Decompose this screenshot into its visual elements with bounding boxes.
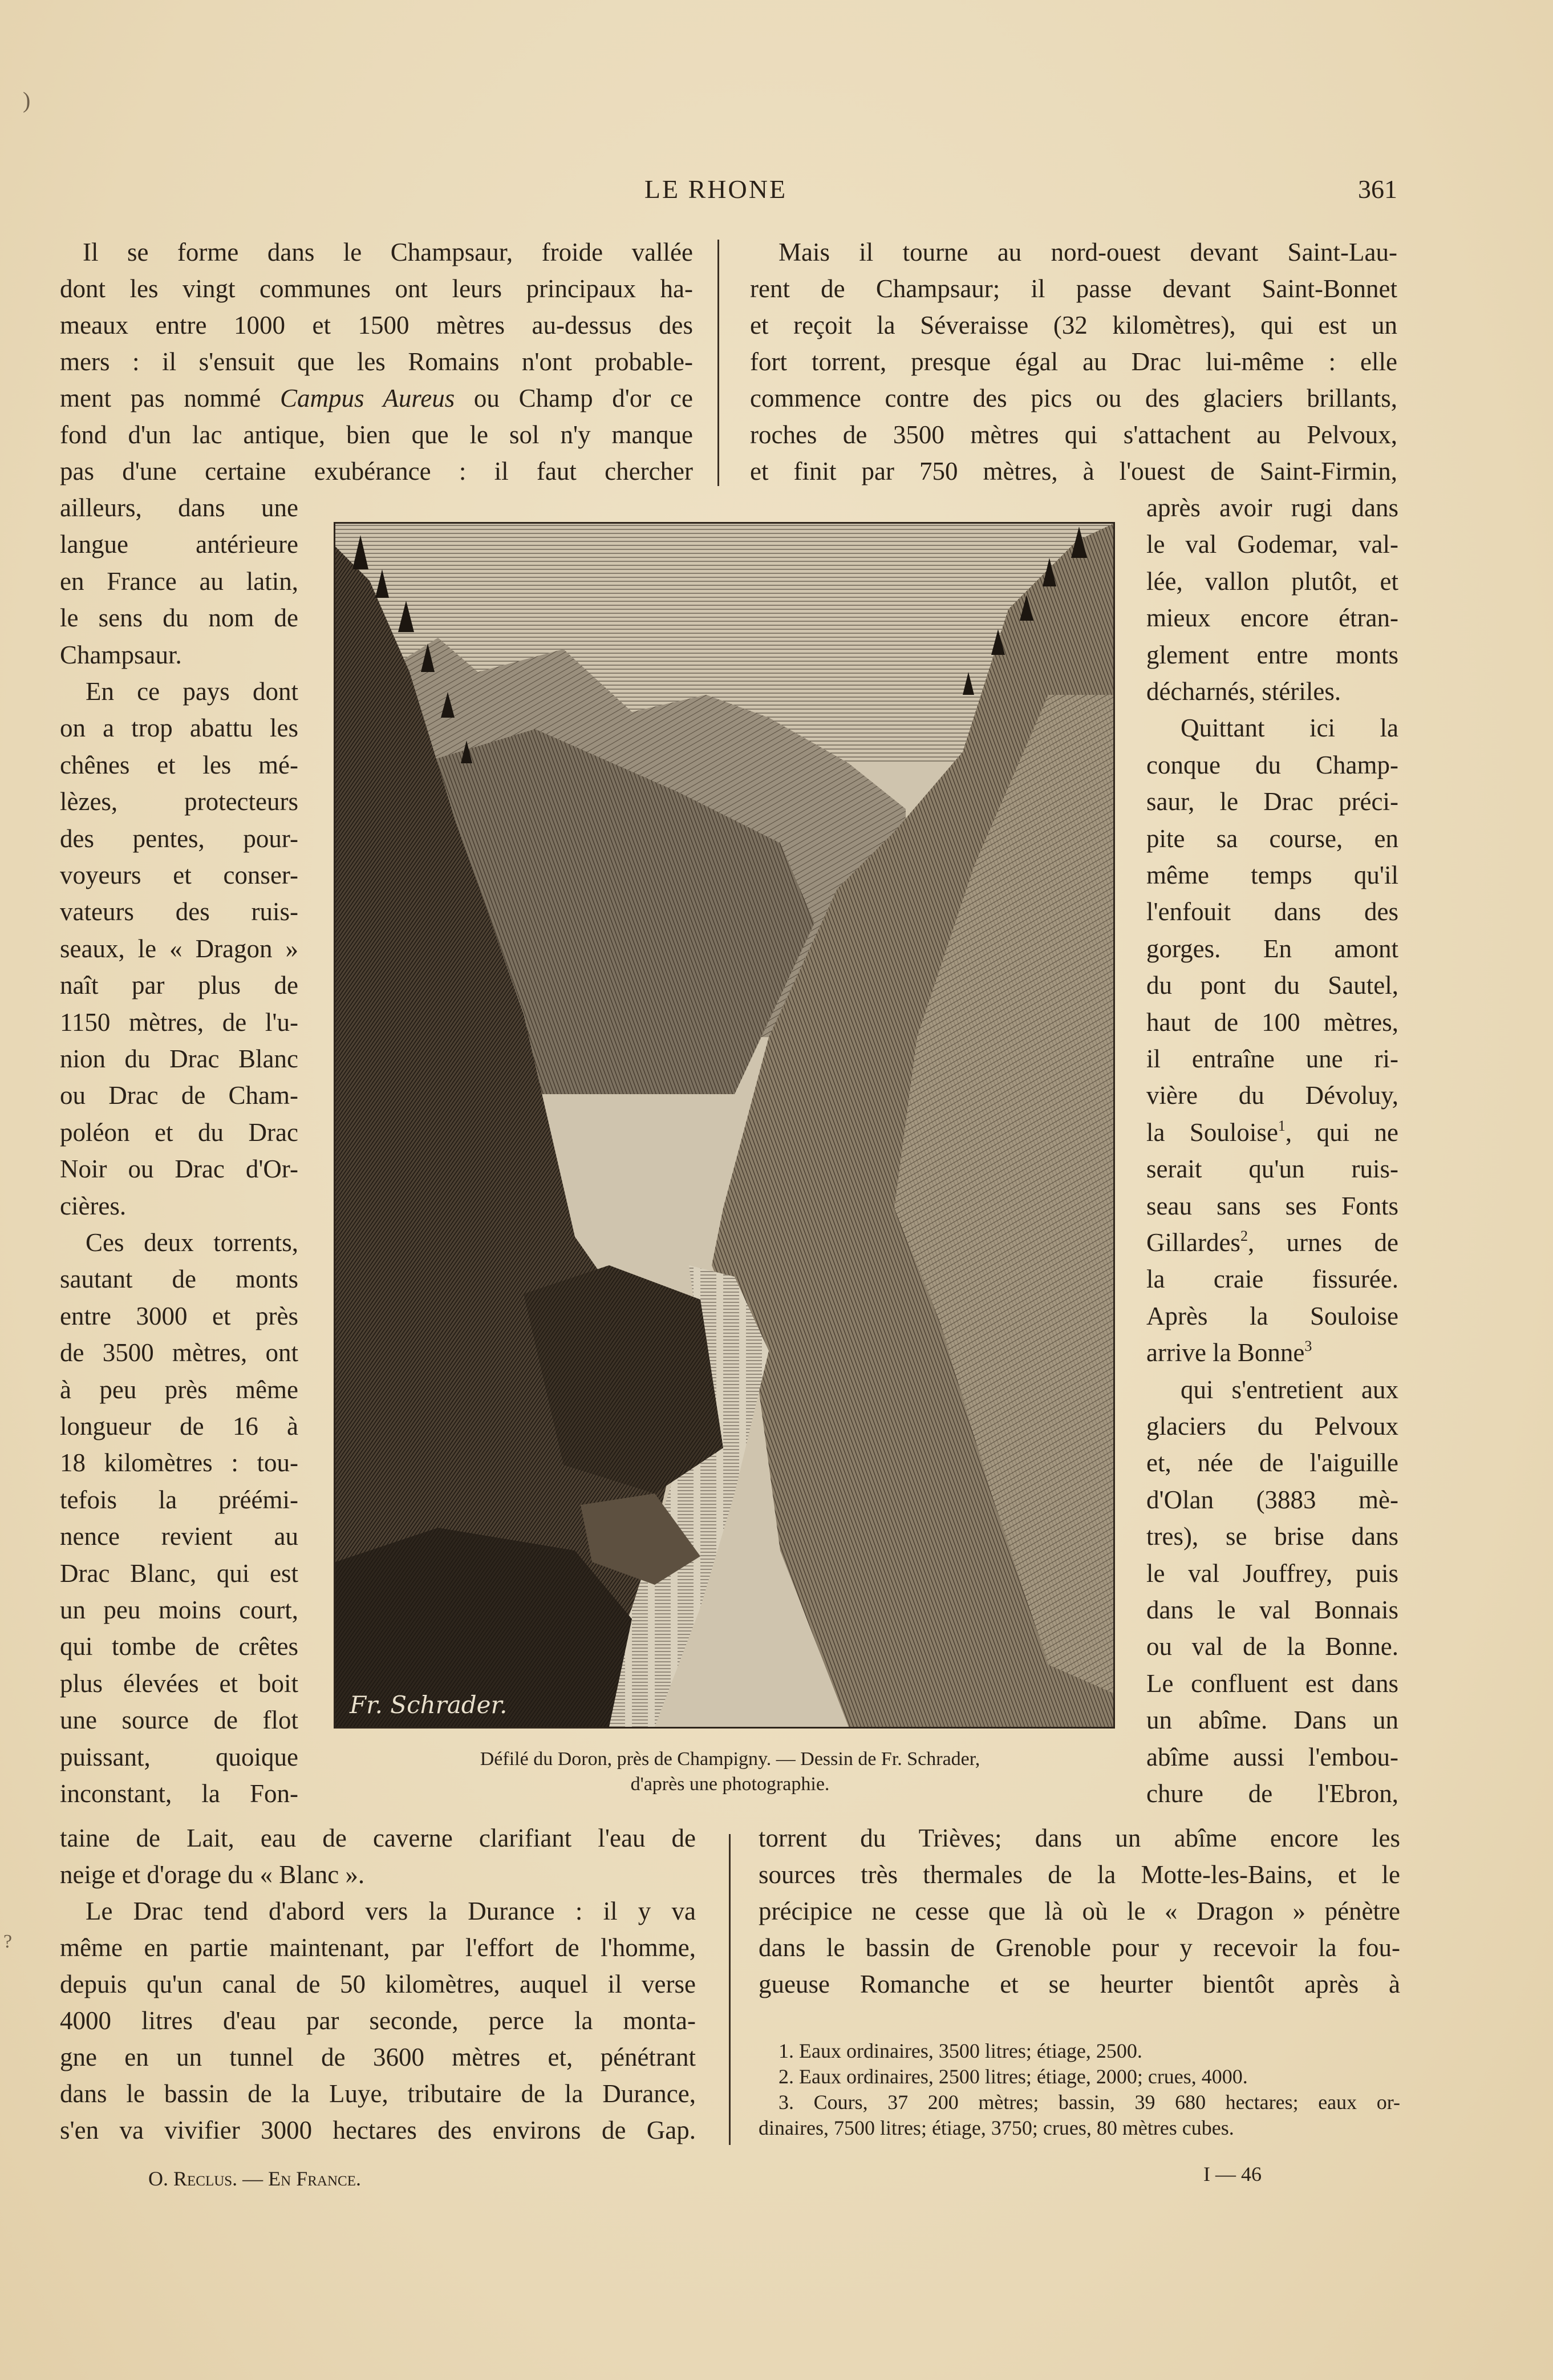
text-run: abîme aussi l'embou-	[1146, 1742, 1398, 1771]
footer-signature-mark: I — 46	[1203, 2163, 1262, 2185]
text-line: qui tombe de crêtes	[60, 1632, 298, 1661]
text-run: mieux encore étran-	[1146, 604, 1398, 633]
text-line: cières.	[60, 1191, 127, 1220]
footer-author: O. Reclus. — En France.	[148, 2167, 361, 2190]
text-line: ou Drac de Cham-	[60, 1081, 298, 1110]
page-number: 361	[1358, 175, 1397, 204]
text-line: chênes et les mé-	[60, 750, 298, 779]
text-line	[1146, 1775, 1398, 1812]
text-line: fond d'un lac antique, bien que le sol n'y manque	[60, 420, 693, 449]
text-line: mers : il s'ensuit que les Romains n'ont probable-	[60, 347, 693, 376]
text-line	[1146, 1482, 1398, 1518]
text-run: serait qu'un ruis-	[1146, 1155, 1398, 1184]
text-line: entre 3000 et près	[60, 1301, 298, 1330]
text-run: même temps qu'il	[1146, 861, 1398, 889]
text-line: meaux entre 1000 et 1500 mètres au-dessus des	[60, 311, 693, 339]
text-run: le val Godemar, val-	[1146, 530, 1398, 559]
text-line	[1146, 600, 1398, 636]
text-line: un peu moins court,	[60, 1596, 298, 1624]
text-line: à peu près même	[60, 1375, 298, 1404]
footnote: 1. Eaux ordinaires, 3500 litres; étiage, 2500.	[778, 2039, 1142, 2062]
text-line: torrent du Trièves; dans un abîme encore les	[759, 1824, 1400, 1852]
text-line: et finit par 750 mètres, à l'ouest de Saint-Firmin,	[750, 457, 1397, 485]
text-line: langue antérieure	[60, 530, 298, 559]
text-run: Quittant ici la	[1181, 714, 1398, 743]
text-run: glaciers du Pelvoux	[1146, 1412, 1398, 1440]
text-line: Mais il tourne au nord-ouest devant Saint-Lau-	[778, 238, 1397, 266]
text-line: naît par plus de	[60, 971, 298, 1000]
text-line: commence contre des pics ou des glaciers brillants,	[750, 384, 1397, 412]
text-line: lèzes, protecteurs	[60, 787, 298, 816]
text-line: des pentes, pour-	[60, 824, 298, 853]
text-line: plus élevées et boit	[60, 1669, 298, 1698]
text-line: puissant, quoique	[60, 1742, 298, 1771]
text-line: neige et d'orage du « Blanc ».	[60, 1860, 365, 1889]
footnote: 3. Cours, 37 200 mètres; bassin, 39 680 hectares; eaux or-	[778, 2091, 1400, 2114]
footnote-marker: 1	[1278, 1117, 1286, 1134]
text-line	[1146, 893, 1398, 930]
text-line	[1146, 563, 1398, 600]
italic-term: Campus Aureus	[280, 384, 455, 412]
text-line	[1146, 747, 1398, 783]
text-line: Le Drac tend d'abord vers la Durance : il y va	[86, 1897, 696, 1925]
text-line: sources très thermales de la Motte-les-Bains, et le	[759, 1860, 1400, 1889]
text-run: il entraîne une ri-	[1146, 1045, 1398, 1073]
text-line: Ces deux torrents,	[86, 1228, 298, 1257]
text-run: tres), se brise dans	[1146, 1522, 1398, 1551]
text-run: chure de l'Ebron,	[1146, 1779, 1398, 1808]
engraving-figure	[334, 522, 1115, 1729]
text-run: décharnés, stériles.	[1146, 677, 1341, 706]
text-run: ou Champ d'or ce	[455, 384, 693, 412]
text-line: une source de flot	[60, 1706, 298, 1735]
text-run: Le confluent est dans	[1146, 1669, 1398, 1698]
text-run: pite sa course, en	[1146, 824, 1398, 853]
text-line	[1146, 857, 1398, 893]
text-line: sautant de monts	[60, 1265, 298, 1294]
text-line	[1146, 526, 1398, 562]
text-line: vateurs des ruis-	[60, 897, 298, 926]
running-header-title: LE RHONE	[644, 175, 788, 204]
text-run: d'Olan (3883 mè-	[1146, 1485, 1398, 1514]
text-line	[1146, 673, 1398, 710]
footnote-marker: 2	[1240, 1228, 1248, 1244]
text-line: roches de 3500 mètres qui s'attachent au Pelvoux,	[750, 420, 1397, 449]
column-rule-bottom	[729, 1834, 731, 2145]
text-run: et, née de l'aiguille	[1146, 1448, 1398, 1478]
text-line: ailleurs, dans une	[60, 493, 298, 522]
text-line	[1146, 1518, 1398, 1555]
figure-caption	[399, 1747, 1061, 1797]
text-line: on a trop abattu les	[60, 714, 298, 743]
text-line: poléon et du Drac	[60, 1118, 298, 1147]
text-run: ou val de la Bonne.	[1146, 1632, 1398, 1661]
text-line: inconstant, la Fon-	[60, 1779, 298, 1808]
text-line: voyeurs et conser-	[60, 861, 298, 889]
text-line: Il se forme dans le Champsaur, froide vallée	[83, 238, 693, 266]
text-line	[1146, 637, 1398, 673]
footnote: 2. Eaux ordinaires, 2500 litres; étiage, 2000; crues, 4000.	[778, 2065, 1248, 2088]
text-line: fort torrent, presque égal au Drac lui-même : elle	[750, 347, 1397, 376]
text-line	[1181, 1371, 1398, 1408]
text-run: l'enfouit dans des	[1146, 897, 1398, 926]
text-line: gne en un tunnel de 3600 mètres et, pénétrant	[60, 2043, 696, 2071]
text-line: depuis qu'un canal de 50 kilomètres, auquel il verse	[60, 1970, 696, 1998]
text-run: seau sans ses Fonts	[1146, 1191, 1398, 1220]
text-run: du pont du Sautel,	[1146, 971, 1398, 1000]
text-run: haut de 100 mètres,	[1146, 1007, 1398, 1037]
text-line	[1181, 710, 1398, 746]
text-run: arrive la Bonne	[1146, 1338, 1305, 1367]
column-rule-top	[717, 240, 719, 486]
text-line	[1146, 820, 1398, 857]
text-line: le sens du nom de	[60, 604, 298, 633]
text-line	[1146, 930, 1398, 967]
text-line: 1150 mètres, de l'u-	[60, 1007, 298, 1037]
footnote: dinaires, 7500 litres; étiage, 3750; crues, 80 mètres cubes.	[759, 2116, 1234, 2139]
engraving-signature: Fr. Schrader.	[350, 1691, 508, 1719]
text-line: dans le bassin de la Luye, tributaire de la Durance,	[60, 2079, 696, 2108]
text-line: taine de Lait, eau de caverne clarifiant l'eau de	[60, 1824, 696, 1852]
text-run: après avoir rugi dans	[1146, 493, 1398, 522]
text-line: tefois la préémi-	[60, 1485, 298, 1514]
text-run: ment pas nommé	[60, 384, 280, 412]
text-line: précipice ne cesse que là où le « Dragon » pénètre	[759, 1897, 1400, 1925]
text-line	[1146, 1555, 1398, 1592]
text-line: même en partie maintenant, par l'effort de l'homme,	[60, 1933, 696, 1962]
footnote-marker: 3	[1304, 1338, 1312, 1355]
text-run: , qui ne	[1285, 1118, 1398, 1147]
margin-mark-mid: ?	[3, 1931, 13, 1952]
text-line	[1146, 1628, 1398, 1665]
text-line: En ce pays dont	[86, 677, 298, 706]
text-run: la Souloise	[1146, 1118, 1278, 1147]
text-line	[1146, 1298, 1398, 1334]
text-line	[1146, 1592, 1398, 1628]
text-line: et reçoit la Séveraisse (32 kilomètres), qui est un	[750, 311, 1397, 339]
gorge-engraving	[335, 524, 1113, 1727]
text-line	[1146, 783, 1398, 820]
text-line	[1146, 1004, 1398, 1041]
text-run: lée, vallon plutôt, et	[1146, 566, 1398, 596]
text-line: 18 kilomètres : tou-	[60, 1448, 298, 1478]
text-line: longueur de 16 à	[60, 1412, 298, 1440]
text-run: gorges. En amont	[1146, 934, 1398, 963]
text-line: en France au latin,	[60, 566, 298, 596]
text-run: Gillardes	[1146, 1228, 1240, 1257]
margin-mark-top: )	[23, 87, 31, 113]
text-line: 4000 litres d'eau par seconde, perce la monta-	[60, 2006, 696, 2035]
text-line	[1146, 1151, 1398, 1187]
text-run: la craie fissurée.	[1146, 1265, 1398, 1294]
text-line: Drac Blanc, qui est	[60, 1559, 298, 1588]
text-line	[1146, 1114, 1398, 1151]
text-line	[1146, 1408, 1398, 1444]
text-line: nion du Drac Blanc	[60, 1045, 298, 1073]
text-run: dans le val Bonnais	[1146, 1596, 1398, 1624]
text-line: pas d'une certaine exubérance : il faut chercher	[60, 457, 693, 485]
text-line	[1146, 1261, 1398, 1297]
text-line: Champsaur.	[60, 640, 182, 669]
text-run: , urnes de	[1247, 1228, 1398, 1257]
text-line	[1146, 1739, 1398, 1775]
text-run: le val Jouffrey, puis	[1146, 1559, 1398, 1588]
caption-line: Défilé du Doron, près de Champigny. — Dessin de Fr. Schrader,	[480, 1748, 980, 1770]
text-line: de 3500 mètres, ont	[60, 1338, 298, 1367]
text-run: glement entre monts	[1146, 640, 1398, 669]
caption-line: d'après une photographie.	[630, 1774, 830, 1795]
text-run: conque du Champ-	[1146, 750, 1398, 779]
text-line	[1146, 1188, 1398, 1224]
text-line: dans le bassin de Grenoble pour y recevoir la fou-	[759, 1933, 1400, 1962]
text-line	[1146, 1334, 1398, 1371]
text-line: s'en va vivifier 3000 hectares des environs de Gap.	[60, 2116, 696, 2144]
text-line: seaux, le « Dragon »	[60, 934, 298, 963]
text-line: nence revient au	[60, 1522, 298, 1551]
text-line	[1146, 1077, 1398, 1114]
text-run: vière du Dévoluy,	[1146, 1081, 1398, 1110]
text-run: Après la Souloise	[1146, 1301, 1398, 1330]
text-line: rent de Champsaur; il passe devant Saint-Bonnet	[750, 274, 1397, 303]
text-line	[60, 380, 693, 416]
text-line	[1146, 1702, 1398, 1738]
text-run: saur, le Drac préci-	[1146, 787, 1398, 816]
text-run: un abîme. Dans un	[1146, 1706, 1398, 1735]
text-line	[1146, 1224, 1398, 1261]
text-line	[1146, 1444, 1398, 1481]
text-line	[1146, 1041, 1398, 1077]
text-line	[1146, 1665, 1398, 1702]
text-line: gueuse Romanche et se heurter bientôt après à	[759, 1970, 1400, 1998]
text-run: qui s'entretient aux	[1181, 1375, 1398, 1404]
text-line	[1146, 967, 1398, 1003]
text-line: dont les vingt communes ont leurs principaux ha-	[60, 274, 693, 303]
text-line	[1146, 489, 1398, 526]
text-line: Noir ou Drac d'Or-	[60, 1155, 298, 1184]
